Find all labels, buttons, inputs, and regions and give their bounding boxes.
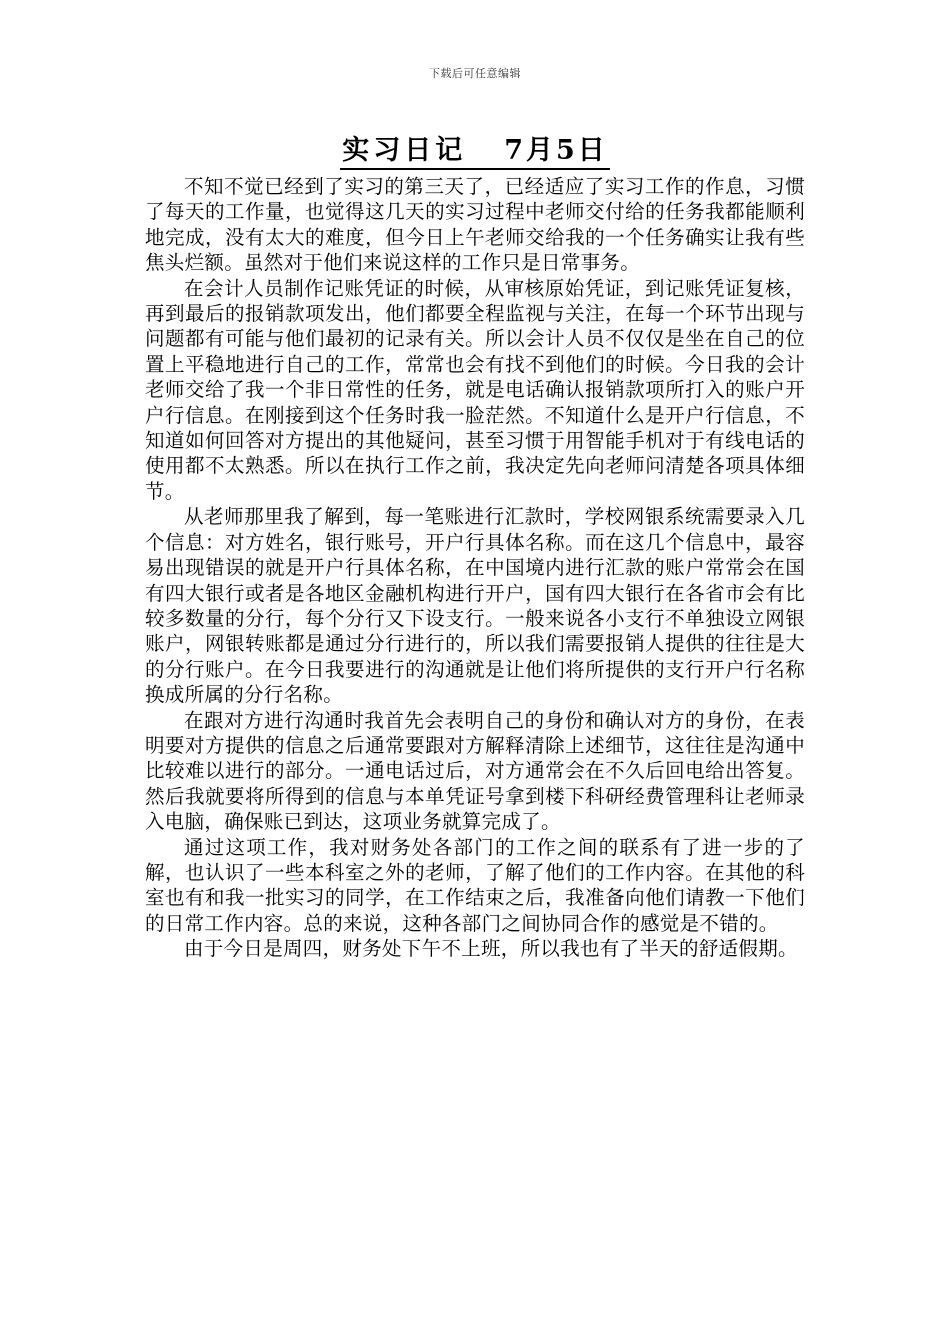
paragraph-6: 由于今日是周四，财务处下午不上班，所以我也有了半天的舒适假期。	[184, 937, 798, 961]
header-note: 下载后可任意编辑	[429, 67, 521, 80]
paragraph-3: 从老师那里我了解到，每一笔账进行汇款时，学校网银系统需要录入几个信息：对方姓名，银行账号，开户行具体名称。而在这几个信息中，最容易出现错误的就是开户行具体名称，在中国境内进行汇款的账户常常会在国有四大银行或者是各地区金融机构进行开户，国有四大银行在各省市会有比较多数量的分行，每个分行又下设支行。一般来说各小支行不单独设立网银账户，网银转账都是通过分行进行的，所以我们需要报销人提供的往往是大的分行账户。在今日我要进行的沟通就是让他们将所提供的支行开户行名称换成所属的分行名称。	[145, 505, 805, 707]
paragraph-1: 不知不觉已经到了实习的第三天了，已经适应了实习工作的作息，习惯了每天的工作量，也觉得这几天的实习过程中老师交付给的任务我都能顺利地完成，没有太大的难度，但今日上午老师交给我的一个任务确实让我有些焦头烂额。虽然对于他们来说这样的工作只是日常事务。	[145, 175, 805, 275]
document-body	[145, 174, 805, 962]
title-underlined	[340, 134, 610, 170]
paragraph-5: 通过这项工作，我对财务处各部门的工作之间的联系有了进一步的了解，也认识了一些本科室之外的老师，了解了他们的工作内容。在其他的科室也有和我一批实习的同学，在工作结束之后，我准备向他们请教一下他们的日常工作内容。总的来说，这种各部门之间协同合作的感觉是不错的。	[145, 835, 805, 935]
title-date: 7月5日	[504, 135, 608, 166]
paragraph-2: 在会计人员制作记账凭证的时候，从审核原始凭证，到记账凭证复核，再到最后的报销款项发出，他们都要全程监视与关注，在每一个环节出现与问题都有可能与他们最初的记录有关。所以会计人员不仅仅是坐在自己的位置上平稳地进行自己的工作，常常也会有找不到他们的时候。今日我的会计老师交给了我一个非日常性的任务，就是电话确认报销款项所打入的账户开户行信息。在刚接到这个任务时我一脸茫然。不知道什么是开户行信息，不知道如何回答对方提出的其他疑问，甚至习惯于用智能手机对于有线电话的使用都不太熟悉。所以在执行工作之前，我决定先向老师问清楚各项具体细节。	[145, 276, 805, 503]
title-text: 实习日记	[342, 135, 467, 166]
page-title	[0, 134, 950, 170]
paragraph-4: 在跟对方进行沟通时我首先会表明自己的身份和确认对方的身份，在表明要对方提供的信息之后通常要跟对方解释清除上述细节，这往往是沟通中比较难以进行的部分。一通电话过后，对方通常会在不久后回电给出答复。然后我就要将所得到的信息与本单凭证号拿到楼下科研经费管理科让老师录入电脑，确保账已到达，这项业务就算完成了。	[145, 708, 805, 834]
